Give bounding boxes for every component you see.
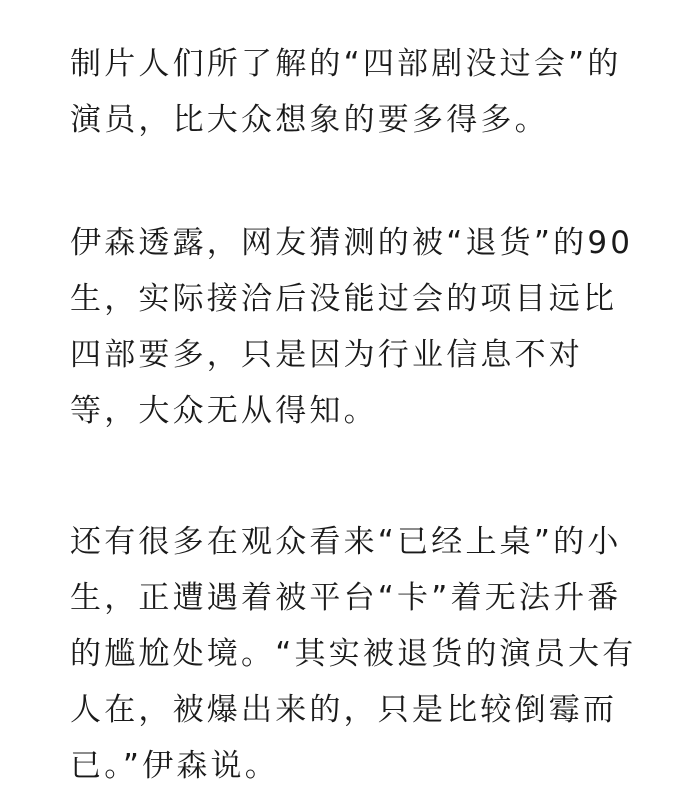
paragraph-1 (70, 36, 630, 148)
text-line: 已。”伊森说。 (70, 748, 279, 784)
text-line: 人在，被爆出来的，只是比较倒霉而 (70, 692, 618, 728)
text-line: 还有很多在观众看来“已经上桌”的小 (70, 524, 622, 560)
text-line: 的尴尬处境。“其实被退货的演员大有 (70, 636, 637, 672)
paragraph-2 (70, 215, 634, 439)
paragraph-3 (70, 514, 637, 794)
text-line: 生，正遭遇着被平台“卡”着无法升番 (70, 580, 622, 616)
text-line: 制片人们所了解的“四部剧没过会”的 (70, 46, 622, 82)
text-line: 伊森透露，网友猜测的被“退货”的90 (70, 225, 634, 261)
text-line: 演员，比大众想象的要多得多。 (70, 102, 549, 138)
text-line: 生，实际接洽后没能过会的项目远比 (70, 281, 618, 317)
text-line: 等，大众无从得知。 (70, 393, 378, 429)
text-line: 四部要多，只是因为行业信息不对 (70, 337, 583, 373)
